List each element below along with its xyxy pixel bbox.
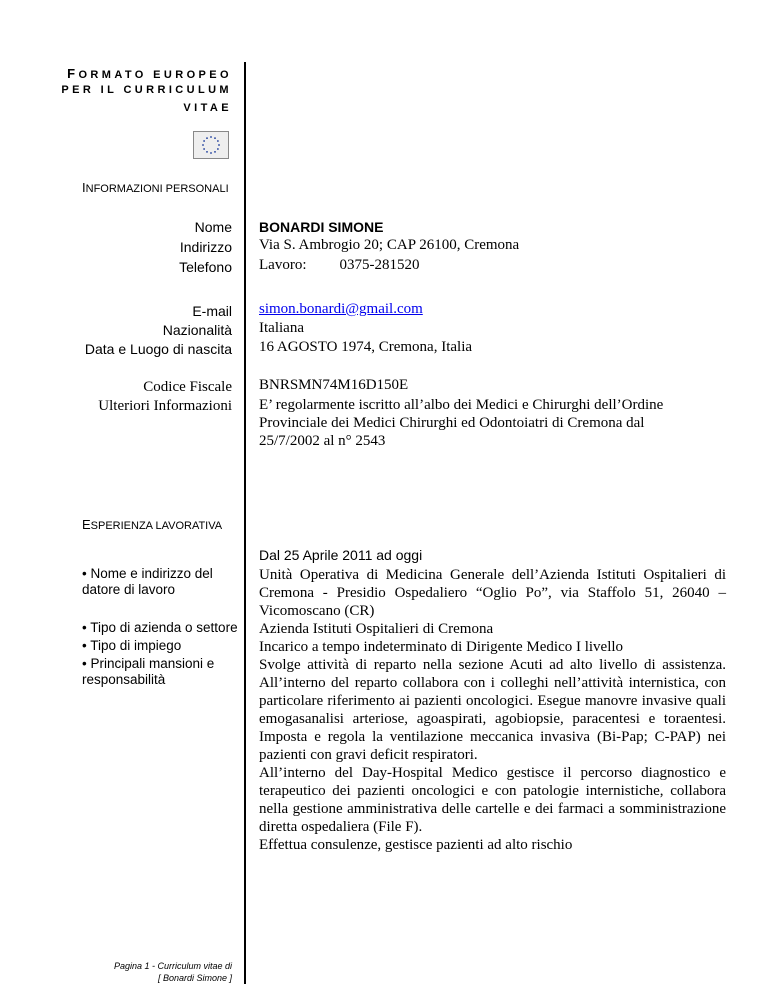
cv-title-line-3: VITAE [183,102,232,114]
nationality-value: Italiana [259,320,304,336]
duties-paragraph-2: All’interno del Day-Hospital Medico gestisce il percorso diagnostico e terapeutico dei pazienti oncologici e con patologie internistiche, collabora nella gestione amministrativa delle cartelle e dei farmaci a somministrazione diretta ospedaliera (File F). [259,765,726,835]
sector-value: Azienda Istituti Ospitalieri di Cremona [259,621,494,637]
further-info-line: Provinciale dei Medici Chirurghi ed Odontoiatri di Cremona dal [259,415,645,431]
label-nationality: Nazionalità [162,322,232,338]
label-employer: • Nome e indirizzo del datore di lavoro [82,566,213,597]
label-job-type: • Tipo di impiego [82,638,182,653]
duties-paragraph-3: Effettua consulenze, gestisce pazienti ad alto rischio [259,837,573,853]
label-tax-code: Codice Fiscale [143,379,232,395]
label-sector: • Tipo di azienda o settore [82,620,238,635]
column-divider [244,62,246,984]
label-phone: Telefono [179,259,232,275]
footer-line-1: Pagina 1 - Curriculum vitae di [113,961,232,971]
label-email: E-mail [192,303,232,319]
label-address: Indirizzo [179,239,232,255]
tax-code-value: BNRSMN74M16D150E [259,377,409,393]
phone-row [259,257,419,274]
person-name: BONARDI SIMONE [259,219,384,235]
email-row [259,301,423,318]
footer-line-2: [ Bonardi Simone ] [157,973,232,983]
further-info-value [259,396,726,450]
further-info-line: 25/7/2002 al n° 2543 [259,433,386,449]
birth-value: 16 AGOSTO 1974, Cremona, Italia [259,339,473,355]
period: Dal 25 Aprile 2011 ad oggi [259,547,423,563]
label-further-info: Ulteriori Informazioni [98,398,232,414]
label-duties: • Principali mansioni e responsabilità [82,656,215,687]
employer-value: Unità Operativa di Medicina Generale dell’Azienda Istituti Ospitalieri di Cremona - Presidio Ospedaliero “Oglio Po”, via Staffolo 51, 26040 – Vicomoscano (CR) [259,567,726,619]
duties-paragraph-1: Svolge attività di reparto nella sezione Acuti ad alto livello di assistenza. All’interno del reparto collabora con i colleghi nell’attività internistica, con particolare riferimento ai pazienti oncologici. Esegue manovre invasive quali emogasanalisi arteriose, agoaspirati, agobiopsie, paracentesi e toraentesi. Imposta e regola la ventilazione meccanica invasiva (Bi-Pap; C-PAP) nei pazienti con gravi deficit respiratori. [259,657,726,763]
phone-value: 0375-281520 [339,257,420,273]
email-link[interactable]: simon.bonardi@gmail.com [259,301,423,317]
address-value: Via S. Ambrogio 20; CAP 26100, Cremona [259,237,520,253]
cv-title-line-2: PER IL CURRICULUM [61,84,232,96]
eu-flag-icon [193,131,229,159]
phone-label: Lavoro: [259,257,307,273]
further-info-line: E’ regolarmente iscritto all’albo dei Medici e Chirurghi dell’Ordine [259,397,664,413]
label-birth: Data e Luogo di nascita [84,341,232,357]
section-heading-personal-info: INFORMAZIONI PERSONALI [82,180,229,195]
cv-title-line-1: FORMATO EUROPEO [67,66,232,81]
job-type-value: Incarico a tempo indeterminato di Dirigente Medico I livello [259,639,624,655]
section-heading-work-experience: ESPERIENZA LAVORATIVA [82,517,223,532]
label-name: Nome [194,219,232,235]
